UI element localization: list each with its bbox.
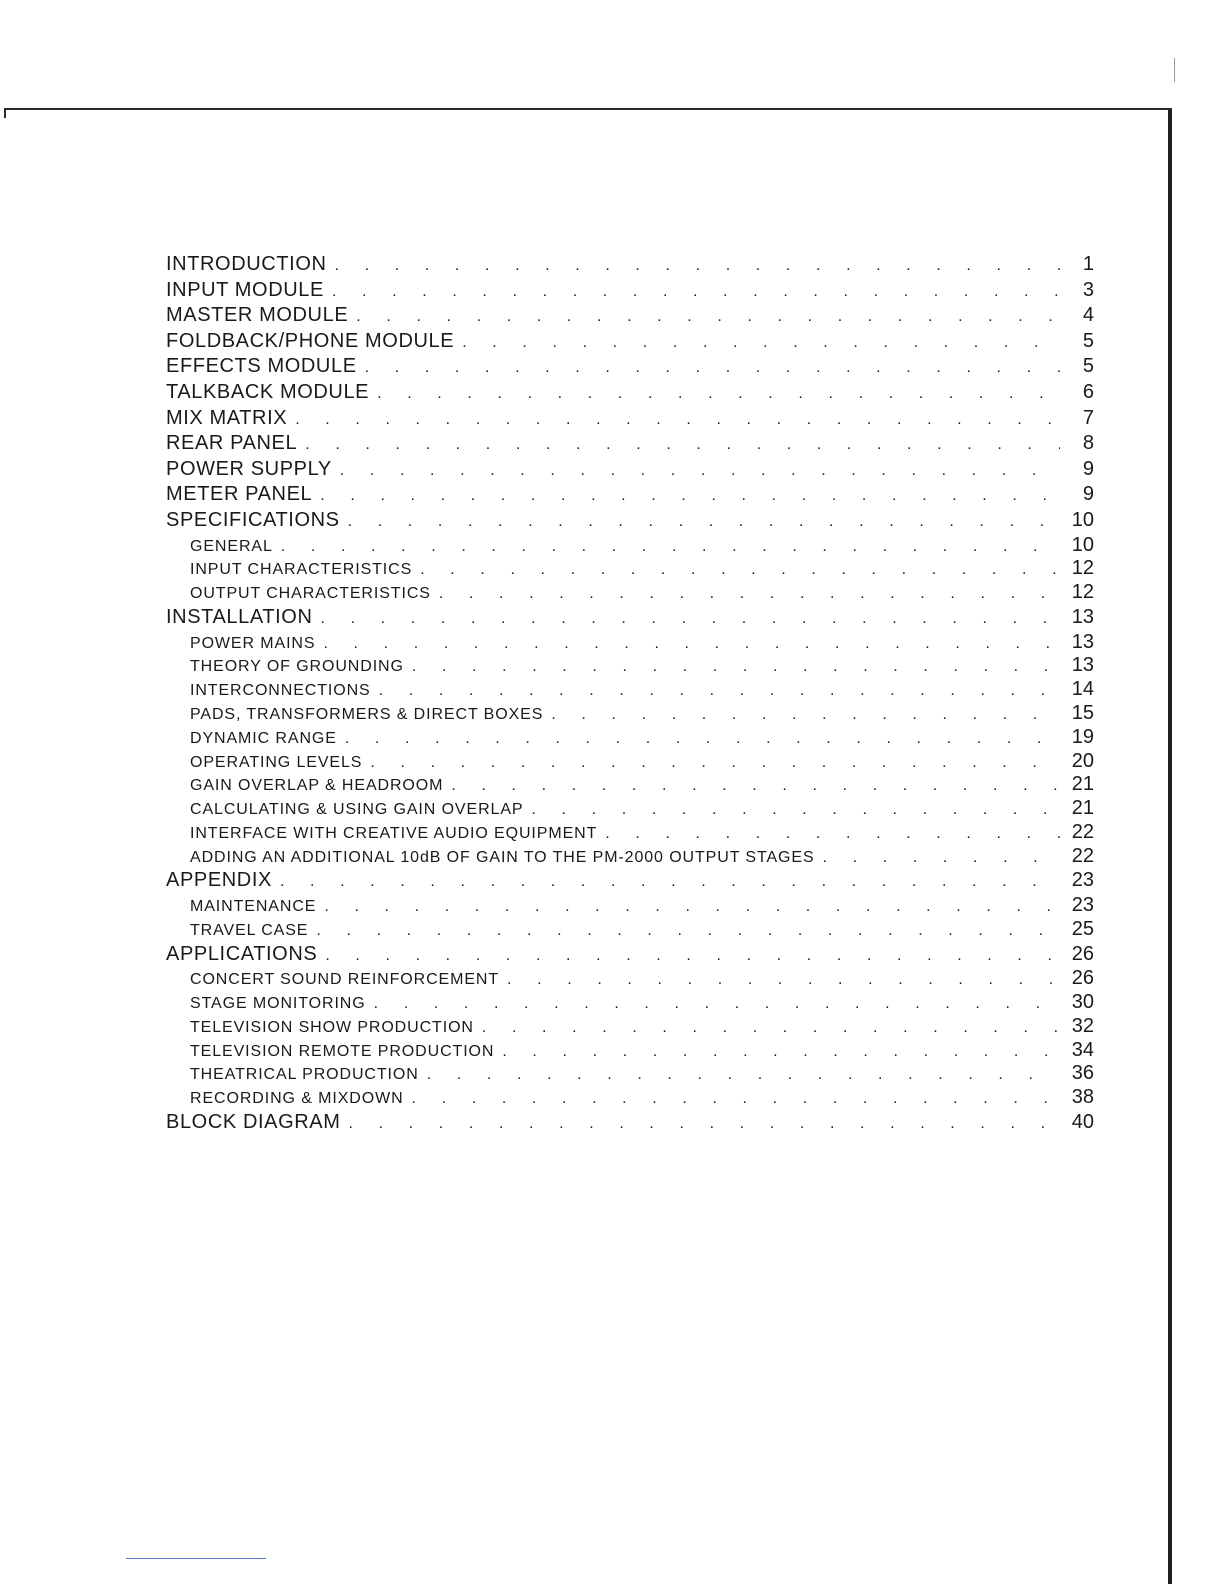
toc-entry-title: REAR PANEL	[166, 432, 298, 455]
toc-entry-title: OUTPUT CHARACTERISTICS	[190, 585, 431, 603]
toc-subentry[interactable]	[164, 631, 1094, 655]
toc-subentry[interactable]	[164, 821, 1094, 845]
toc-page-number: 6	[1082, 380, 1094, 403]
toc-entry-title: INPUT CHARACTERISTICS	[190, 561, 413, 579]
toc-entry-title: POWER MAINS	[190, 634, 316, 652]
dot-leader	[297, 432, 1060, 458]
toc-page-number: 38	[1071, 1086, 1094, 1109]
dot-leader	[404, 655, 1060, 679]
toc-subentry[interactable]	[164, 918, 1094, 942]
toc-subentry[interactable]	[164, 797, 1094, 821]
toc-entry-title: TELEVISION SHOW PRODUCTION	[190, 1018, 474, 1036]
toc-subentry[interactable]	[164, 991, 1094, 1015]
dot-leader	[287, 407, 1060, 433]
toc-page-number: 23	[1071, 869, 1094, 892]
toc-entry[interactable]	[164, 457, 1094, 483]
toc-page-number: 4	[1082, 304, 1094, 327]
toc-subentry[interactable]	[164, 894, 1094, 918]
toc-entry-title: MIX MATRIX	[166, 406, 288, 429]
dot-leader	[308, 919, 1060, 943]
toc-entry[interactable]	[164, 942, 1094, 968]
toc-page-number: 34	[1071, 1038, 1094, 1061]
dot-leader	[366, 992, 1060, 1016]
toc-page-number: 13	[1071, 630, 1094, 653]
bottom-blue-line	[126, 1558, 266, 1559]
top-border-corner	[4, 108, 6, 118]
dot-leader	[815, 846, 1060, 870]
toc-entry-title: INTRODUCTION	[166, 253, 327, 275]
toc-subentry[interactable]	[164, 1086, 1094, 1110]
dot-leader	[341, 1111, 1061, 1137]
toc-entry-title: SPECIFICATIONS	[166, 508, 340, 531]
toc-subentry[interactable]	[164, 557, 1094, 581]
dot-leader	[474, 1016, 1060, 1040]
toc-page-number: 36	[1071, 1062, 1094, 1085]
toc-entry-title: INPUT MODULE	[166, 278, 324, 301]
dot-leader	[272, 869, 1060, 895]
toc-entry-title: PADS, TRANSFORMERS & DIRECT BOXES	[190, 705, 544, 723]
dot-leader	[327, 253, 1060, 279]
toc-entry-title: INSTALLATION	[166, 605, 313, 628]
toc-subentry[interactable]	[164, 1015, 1094, 1039]
toc-page-number: 25	[1071, 917, 1094, 940]
toc-entry[interactable]	[164, 303, 1094, 329]
toc-entry-title: OPERATING LEVELS	[190, 753, 363, 771]
toc-page-number: 32	[1071, 1014, 1094, 1037]
toc-entry-title: THEATRICAL PRODUCTION	[190, 1066, 419, 1084]
toc-page-number: 21	[1071, 773, 1094, 796]
toc-entry-title: GENERAL	[190, 537, 273, 555]
toc-subentry[interactable]	[164, 967, 1094, 991]
dot-leader	[499, 968, 1060, 992]
toc-subentry[interactable]	[164, 845, 1094, 869]
toc-entry-title: INTERCONNECTIONS	[190, 682, 371, 700]
toc-page-number: 8	[1082, 432, 1094, 455]
toc-subentry[interactable]	[164, 654, 1094, 678]
toc-entry-title: DYNAMIC RANGE	[190, 729, 337, 747]
toc-subentry[interactable]	[164, 750, 1094, 774]
toc-page-number: 23	[1071, 894, 1094, 917]
dot-leader	[337, 727, 1060, 751]
toc-entry-title: POWER SUPPLY	[166, 457, 332, 480]
dot-leader	[371, 679, 1060, 703]
toc-page-number: 15	[1071, 701, 1094, 724]
dot-leader	[454, 330, 1060, 356]
toc-entry-title: MASTER MODULE	[166, 304, 349, 327]
toc-subentry[interactable]	[164, 678, 1094, 702]
dot-leader	[523, 798, 1060, 822]
toc-page-number: 13	[1071, 654, 1094, 677]
toc-entry[interactable]	[164, 354, 1094, 380]
toc-entry-title: TELEVISION REMOTE PRODUCTION	[190, 1042, 495, 1060]
toc-page-number: 1	[1082, 253, 1094, 275]
dot-leader	[369, 381, 1060, 407]
toc-entry-title: GAIN OVERLAP & HEADROOM	[190, 777, 444, 795]
dot-leader	[543, 703, 1060, 727]
toc-entry-title: TRAVEL CASE	[190, 921, 309, 939]
dot-leader	[404, 1087, 1060, 1111]
toc-entry-title: RECORDING & MIXDOWN	[190, 1090, 404, 1108]
toc-page-number: 9	[1082, 483, 1094, 506]
toc-page-number: 5	[1082, 329, 1094, 352]
dot-leader	[443, 774, 1060, 798]
toc-page-number: 5	[1082, 355, 1094, 378]
toc-entry[interactable]	[164, 380, 1094, 406]
toc-entry[interactable]	[164, 482, 1094, 508]
toc-page-number: 10	[1071, 533, 1094, 556]
dot-leader	[317, 943, 1060, 969]
toc-entry[interactable]	[164, 1110, 1094, 1136]
toc-entry-title: CALCULATING & USING GAIN OVERLAP	[190, 801, 524, 819]
toc-subentry[interactable]	[164, 1039, 1094, 1063]
dot-leader	[313, 606, 1061, 632]
toc-entry-title: ADDING AN ADDITIONAL 10dB OF GAIN TO THE PM-2000 OUTPUT STAGES	[190, 848, 815, 866]
dot-leader	[348, 304, 1060, 330]
toc-entry-title: METER PANEL	[166, 483, 313, 506]
toc-entry-title: INTERFACE WITH CREATIVE AUDIO EQUIPMENT	[190, 824, 598, 842]
toc-page-number: 26	[1071, 942, 1094, 965]
toc-page-number: 22	[1071, 844, 1094, 867]
dot-leader	[312, 483, 1060, 509]
toc-page-number: 40	[1071, 1111, 1094, 1134]
dot-leader	[362, 751, 1060, 775]
dot-leader	[332, 458, 1060, 484]
toc-page-number: 12	[1071, 557, 1094, 580]
toc-page-number: 13	[1071, 605, 1094, 628]
toc-subentry[interactable]	[164, 1062, 1094, 1086]
toc-subentry[interactable]	[164, 773, 1094, 797]
dot-leader	[315, 632, 1060, 656]
right-page-edge	[1168, 110, 1172, 1584]
toc-page-number: 9	[1082, 457, 1094, 480]
top-border-rule	[4, 108, 1172, 110]
toc-entry-title: CONCERT SOUND REINFORCEMENT	[190, 971, 500, 989]
toc-page-number: 30	[1071, 991, 1094, 1014]
dot-leader	[597, 822, 1060, 846]
toc-entry[interactable]	[164, 431, 1094, 457]
toc-page-number: 22	[1071, 820, 1094, 843]
dot-leader	[412, 558, 1060, 582]
toc-entry-title: APPLICATIONS	[166, 942, 318, 965]
right-edge-mark	[1174, 58, 1175, 82]
dot-leader	[494, 1040, 1060, 1064]
toc-entry[interactable]	[164, 605, 1094, 631]
dot-leader	[431, 582, 1060, 606]
toc-entry-title: APPENDIX	[166, 869, 272, 892]
toc-page-number: 7	[1082, 406, 1094, 429]
toc-subentry[interactable]	[164, 726, 1094, 750]
toc-entry[interactable]	[164, 329, 1094, 355]
toc-entry-title: THEORY OF GROUNDING	[190, 658, 404, 676]
toc-page-number: 12	[1071, 581, 1094, 604]
dot-leader	[357, 355, 1060, 381]
toc-page-number: 14	[1071, 678, 1094, 701]
dot-leader	[419, 1063, 1060, 1087]
toc-page-number: 10	[1071, 508, 1094, 531]
dot-leader	[340, 509, 1060, 535]
dot-leader	[324, 279, 1060, 305]
toc-page-number: 26	[1071, 967, 1094, 990]
toc-subentry[interactable]	[164, 702, 1094, 726]
toc-entry[interactable]	[164, 406, 1094, 432]
toc-page-number: 21	[1071, 797, 1094, 820]
toc-entry[interactable]	[164, 252, 1094, 278]
toc-page-number: 3	[1082, 278, 1094, 301]
toc-entry-title: BLOCK DIAGRAM	[166, 1111, 341, 1134]
toc-entry[interactable]	[164, 278, 1094, 304]
toc-entry-title: EFFECTS MODULE	[166, 355, 357, 378]
toc-entry-title: FOLDBACK/PHONE MODULE	[166, 329, 455, 352]
toc-entry[interactable]	[164, 868, 1094, 894]
toc-page-number: 19	[1071, 725, 1094, 748]
toc-subentry[interactable]	[164, 534, 1094, 558]
toc-entry-title: MAINTENANCE	[190, 898, 317, 916]
toc-entry-title: TALKBACK MODULE	[166, 380, 370, 403]
dot-leader	[273, 535, 1060, 559]
toc-page-number: 20	[1071, 749, 1094, 772]
toc-entry-title: STAGE MONITORING	[190, 995, 366, 1013]
toc-entry[interactable]	[164, 508, 1094, 534]
dot-leader	[316, 895, 1060, 919]
table-of-contents	[164, 252, 1094, 1136]
toc-subentry[interactable]	[164, 581, 1094, 605]
